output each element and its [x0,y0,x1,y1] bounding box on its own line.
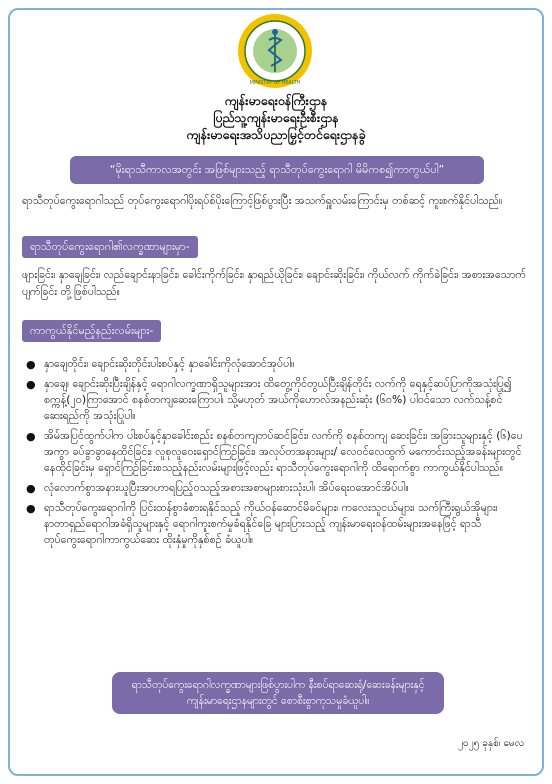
department-headers [0,92,552,143]
bullet-icon: ● [26,378,36,391]
logo-text: MINISTRY OF HEALTH [249,81,301,86]
prevention-item-text: နှာချေ၊ ချောင်းဆိုးပြီးချိန်နှင့် ရောဂါလက္ခဏာရှိသူများအား ထိတွေ့ကိုင်တွယ်ပြီးချိန်တိုင်း လက်ကို ရေနှင့်ဆပ်ပြာကိုအသုံးပြု၍ စက္ကန့်(၂၀)ကြာအောင် စနစ်တကျဆေးကြောပါ၊ သို့မဟုတ် အယ်ကိုဟောလ်အနည်းဆုံး (၆၀%) ပါဝင်သော လက်သန့်စင်ဆေးရည်ကို အသုံးပြုပါ။ [44,377,512,422]
list-item [22,480,530,496]
list-item [22,356,530,372]
prevention-item-text: ရာသီတုပ်ကွေးရောဂါကို ပြင်းထန်စွာခံစားရနိုင်သည့် ကိုယ်ဝန်ဆောင်မိခင်များ၊ ကလေးသူငယ်များ၊ သက်ကြီးရွယ်အိုများ၊ နာတာရှည်ရောဂါအခံရှိသူများနှင့် ရောဂါကူးစက်မှုခံရနိုင်ခြေ များပြားသည့် ကျန်းမာရေးဝန်ထမ်းများအနေဖြင့် ရာသီတုပ်ကွေးရောဂါကာကွယ်ဆေး ထိုးနှံမှုကိုနှစ်စဉ် ခံယူပါ။ [44,501,498,546]
bullet-icon: ● [26,502,36,515]
division-title: ကျန်းမာရေးအသိပညာမြှင့်တင်ရေးဌာနခွဲ [186,127,366,142]
prevention-list [22,356,530,552]
intro-paragraph: ရာသီတုပ်ကွေးရောဂါသည် တုပ်ကွေးရောဂါပိုးရပ်စ်ပိုးကြောင့်ဖြစ်ပွားပြီး အသက်ရှူလမ်းကြောင်းမှ တစ်ဆင့် ကူးစက်နိုင်ပါသည်။ [22,194,503,207]
bullet-icon: ● [26,430,36,443]
footer-advice-box: ရာသီတုပ်ကွေးရောဂါလက္ခဏာများဖြစ်ပွားပါက နီးစပ်ရာဆေးရုံ/ဆေးခန်းများနှင့် ကျန်းမာရေးဌာနများတွင် စောစီးစွာကုသမှုခံယူပါ။ [112,672,444,714]
symptoms-label: ရာသီတုပ်ကွေးရောဂါ၏လက္ခဏာများမှာ- [22,236,198,258]
prevention-item-text: လုံလောက်စွာအနားယူပြီးအာဟာရပြည့်ဝသည့်အစားအစာများစားသုံးပါ၊ အိပ်ရေးဝအောင်အိပ်ပါ။ [44,481,409,494]
prevention-label: ကာကွယ်နိုင်မည့်နည်းလမ်းများ- [22,320,161,342]
list-item [22,428,530,476]
headline-banner: “မိုးရာသီကာလအတွင်း အဖြစ်များသည့် ရာသီတုပ်ကွေးရောဂါ မိမိကစ၍ကာကွယ်ပါ” [70,156,484,184]
symptoms-text: ဖျားခြင်း၊ နှာချေခြင်း၊ လည်ချောင်းနာခြင်း၊ ခေါင်းကိုက်ခြင်း၊ နှာရည်ယိုခြင်း၊ ချောင်းဆိုးခြင်း၊ ကိုယ်လက် ကိုက်ခဲခြင်း၊ အစားအသောက်ပျက်ခြင်း တို့ဖြစ်ပါသည်။ [22,268,526,298]
ministry-title: ကျန်းမာရေးဝန်ကြီးဌာန [224,93,328,108]
bullet-icon: ● [26,358,36,371]
prevention-item-text: နှာချေတိုင်း၊ ချောင်းဆိုးတိုင်းပါးစပ်နှင့် နှာခေါင်းကိုလုံအောင်အုပ်ပါ။ [44,357,295,370]
bullet-icon: ● [26,482,36,495]
ministry-of-health-logo [236,12,314,90]
list-item [22,500,530,548]
prevention-item-text: အိမ်အပြင်ထွက်ပါက ပါးစပ်နှင့်နှာခေါင်းစည်း စနစ်တကျတပ်ဆင်ခြင်း၊ လက်ကို စနစ်တကျ ဆေးခြင်း၊ အခြားသူများနှင့် (၆)ပေအကွာ ခပ်ခွာခွာနေထိုင်ခြင်း၊ လူစုလူဝေးရှောင်ကြဉ်ခြင်း၊ အလုပ်တအနားများ/ လေဝင်လေထွက် မကောင်းသည့်အခန်းများတွင် နေထိုင်ခြင်းမှ ရှောင်ကြဉ်ခြင်းစသည့်နည်းလမ်းများဖြင့်လည်း ရာသီတုပ်ကွေးရောဂါကို ထိရောက်စွာ ကာကွယ်နိုင်ပါသည်။ [44,429,523,474]
list-item [22,376,530,424]
department-title: ပြည်သူ့ကျန်းမာရေးဦးစီးဌာန [213,110,339,125]
issue-date: ၂၀၂၅ ခုနှစ်၊ မေလ [458,738,524,749]
